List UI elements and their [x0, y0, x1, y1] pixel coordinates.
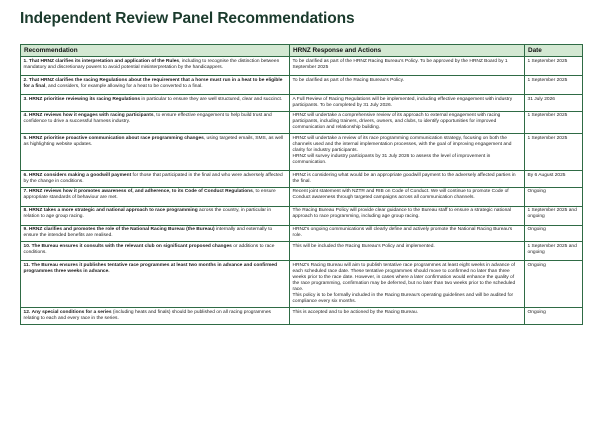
date-cell: By 6 August 2025: [525, 171, 583, 188]
response-text: To be clarified as part of the Racing Bureau's Policy.: [292, 77, 404, 83]
response-text: This policy is to be formally included in the Racing Bureau's operating guidelines and will be audited for compliance every six months.: [292, 292, 514, 304]
response-cell: [290, 111, 525, 134]
recommendation-text: , using targeted emails, SMS, as well as highlighting website updates.: [23, 135, 284, 147]
recommendation-number: 2.: [23, 77, 28, 83]
date-cell: Ongoing: [525, 307, 583, 324]
date-cell: Ongoing: [525, 225, 583, 242]
table-row: [21, 57, 583, 76]
date-cell: Ongoing: [525, 261, 583, 308]
recommendation-cell: [21, 242, 290, 261]
response-text: This is accepted and to be actioned by the Racing Bureau.: [292, 309, 418, 315]
recommendation-number: 8.: [23, 208, 28, 214]
table-row: [21, 111, 583, 134]
recommendation-text: , to ensure effective engagement to help build trust and confidence to drive a successful harness industry.: [23, 113, 272, 125]
response-cell: [290, 242, 525, 261]
table-row: [21, 76, 583, 95]
page-title: Independent Review Panel Recommendations: [20, 10, 355, 27]
recommendation-text: , including to recognise the distinction between mandatory and discretionary powers to avoid potential misinterpretation by the handicappers.: [23, 58, 280, 70]
recommendation-number: 3.: [23, 96, 28, 102]
recommendation-number: 4.: [23, 113, 28, 119]
response-cell: [290, 225, 525, 242]
response-cell: [290, 171, 525, 188]
response-cell: [290, 307, 525, 324]
response-text: HRNZ is considering what would be an appropriate goodwill payment to the adversely affected parties in the final.: [292, 172, 516, 184]
recommendation-cell: [21, 134, 290, 171]
header-date: Date: [525, 45, 583, 57]
recommendation-cell: [21, 261, 290, 308]
recommendation-lead: HRNZ reviews how it engages with racing participants: [28, 113, 154, 119]
response-text: This will be included the Racing Bureau's Policy and implemented.: [292, 243, 435, 249]
recommendation-lead: HRNZ prioritise reviewing its racing Regulations: [28, 96, 141, 102]
recommendation-number: 6.: [23, 172, 28, 178]
response-text: HRNZ's Racing Bureau will aim to publish tentative race programmes at least eight weeks in advance of each scheduled race date. These tentative programmes should move to confirmed no later than three weeks prior to the race date. However, in cases where a later confirmation would enhance the quality of the race programming, confirmation may be deferred, but no later than two weeks prior to the scheduled race.: [292, 262, 516, 292]
table-row: [21, 225, 583, 242]
recommendation-cell: [21, 76, 290, 95]
table-row: [21, 171, 583, 188]
recommendation-lead: The Bureau ensures it publishes tentative race programmes at least two months in advance and confirmed programmes three weeks in advance.: [23, 262, 278, 274]
response-cell: [290, 187, 525, 206]
recommendation-text: (including heats and finals) should be published on all racing programmes relating to each and every race in the series.: [23, 309, 271, 321]
recommendation-text: internally and externally to ensure the intended benefits are realised.: [23, 227, 273, 239]
recommendation-text: , and considers, for example allowing for a heat to be converted to a final.: [45, 83, 203, 89]
recommendations-table: [20, 44, 583, 325]
recommendation-lead: HRNZ takes a more strategic and national approach to race programming: [28, 208, 198, 214]
recommendation-lead: HRNZ clarifies and promotes the role of the National Racing Bureau (the Bureau): [28, 227, 215, 233]
date-cell: 1 September 2025: [525, 111, 583, 134]
recommendation-text: for those that participated in the final and who were adversely affected by the change in conditions.: [23, 172, 283, 184]
table-header-row: [21, 45, 583, 57]
recommendation-number: 7.: [23, 189, 28, 195]
response-cell: [290, 206, 525, 225]
recommendation-lead: Any special conditions for a series: [31, 309, 112, 315]
recommendation-text: in particular to ensure they are well structured, clear and succinct.: [140, 96, 283, 102]
date-cell: 1 September 2025 and ongoing: [525, 242, 583, 261]
recommendation-lead: That HRNZ clarifies its interpretation and application of the Rules: [28, 58, 180, 64]
recommendation-cell: [21, 95, 290, 112]
recommendation-cell: [21, 171, 290, 188]
table-row: [21, 242, 583, 261]
table-row: [21, 307, 583, 324]
recommendation-lead: That HRNZ clarifies the racing Regulations about the requirement that a horse must run in a heat to be eligible for a final: [23, 77, 283, 89]
response-cell: [290, 57, 525, 76]
header-response: HRNZ Response and Actions: [290, 45, 525, 57]
recommendation-cell: [21, 111, 290, 134]
recommendation-cell: [21, 206, 290, 225]
table-row: [21, 134, 583, 171]
recommendation-cell: [21, 57, 290, 76]
recommendation-cell: [21, 307, 290, 324]
recommendation-number: 12.: [23, 309, 31, 315]
response-cell: [290, 95, 525, 112]
recommendation-text: , to ensure appropriate standards of behaviour are met.: [23, 189, 276, 201]
response-text: HRNZ's ongoing communications will clearly define and actively promote the National Racing Bureau's role.: [292, 227, 513, 239]
header-recommendation: Recommendation: [21, 45, 290, 57]
recommendation-text: or additions to race conditions.: [23, 243, 275, 255]
recommendation-number: 5.: [23, 135, 28, 141]
date-cell: 31 July 2026: [525, 95, 583, 112]
response-text: HRNZ will undertake a comprehensive review of its approach to external engagement with racing participants, including trainers, drivers, owners, and clubs, to identify opportunities for improved communication and relationship building.: [292, 113, 501, 131]
response-text: The Racing Bureau Policy will provide clear guidance to the Bureau staff to ensure a strategic national approach to race programming, including age group racing.: [292, 208, 512, 220]
response-cell: [290, 134, 525, 171]
table-row: [21, 206, 583, 225]
recommendation-cell: [21, 187, 290, 206]
date-cell: 1 September 2025 and ongoing: [525, 206, 583, 225]
table-body: [21, 57, 583, 325]
date-cell: 1 September 2025: [525, 76, 583, 95]
table-row: [21, 187, 583, 206]
response-text: A Full Review of Racing Regulations will be implemented, including effective engagement with industry participants. To be completed by 31 July 2026.: [292, 96, 513, 108]
recommendation-number: 11.: [23, 262, 30, 268]
date-cell: Ongoing: [525, 187, 583, 206]
date-cell: 1 September 2025: [525, 57, 583, 76]
table-row: [21, 261, 583, 308]
response-text: Recent joint statement with NZTR and RIB on Code of Conduct. We will continue to promote Code of Conduct awareness through targeted campaigns across all communication channels.: [292, 189, 509, 201]
response-cell: [290, 261, 525, 308]
recommendation-lead: The Bureau ensures it consults with the relevant club on significant proposed changes: [31, 243, 232, 249]
response-text: HRNZ will undertake a review of its race programming communication strategy, focusing on both the channels used and the internal implementation processes, with the goal of improving engagement and clarity for industry participants.: [292, 135, 512, 153]
recommendation-number: 10.: [23, 243, 31, 249]
response-text: To be clarified as part of the HRNZ Racing Bureau's Policy. To be approved by the HRNZ Board by 1 September 2025: [292, 58, 508, 70]
table-row: [21, 95, 583, 112]
recommendation-number: 1.: [23, 58, 28, 64]
recommendation-lead: HRNZ reviews how it promotes awareness of, and adherence, to its Code of Conduct Regulations: [28, 189, 253, 195]
date-cell: 1 September 2025: [525, 134, 583, 171]
recommendation-lead: HRNZ prioritise proactive communication about race programming changes: [28, 135, 204, 141]
recommendation-lead: HRNZ considers making a goodwill payment: [28, 172, 132, 178]
response-text: HRNZ will survey industry participants by 31 July 2026 to assess the level of improvement in communication.: [292, 153, 491, 165]
response-cell: [290, 76, 525, 95]
recommendation-text: across the country, in particular in relation to age group racing.: [23, 208, 272, 220]
recommendation-cell: [21, 225, 290, 242]
recommendation-number: 9.: [23, 227, 28, 233]
